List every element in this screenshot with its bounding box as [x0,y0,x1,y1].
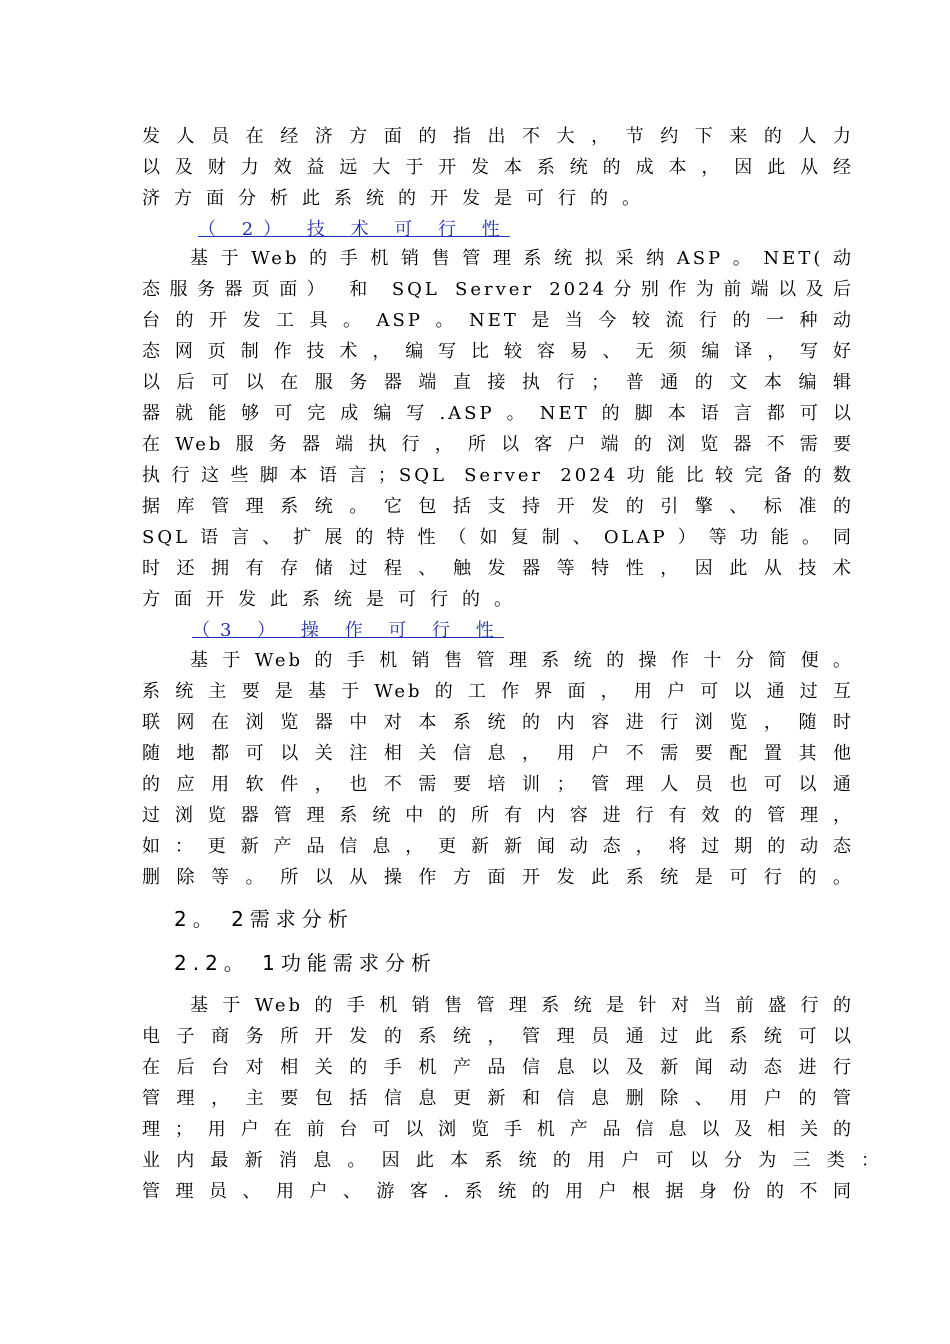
paragraph-line: 的应用软件，也不需要培训；管理人员也可以通 [142,774,854,795]
paragraph-line: 随地都可以关注相关信息，用户不需要配置其他 [142,743,854,764]
paragraph-line: 基于Web的手机销售管理系统的操作十分简便。 [190,650,854,671]
section-heading-2-2: 2。 2需求分析 [174,907,354,931]
paragraph-line: 执行这些脚本语言；SQL Server 2024功能比较完备的数 [142,465,854,486]
paragraph-line: SQL语言、扩展的特性（如复制、OLAP）等功能。同 [142,527,854,548]
paragraph-line: 业内最新消息。因此本系统的用户可以分为三类： [142,1150,882,1171]
paragraph-line: 态服务器页面） 和 SQL Server 2024分别作为前端以及后 [142,279,854,300]
paragraph-line: 时还拥有存储过程、触发器等特性，因此从技术 [142,558,854,579]
paragraph-line: 方面开发此系统是可行的。 [142,589,526,610]
paragraph-line: 台的开发工具。ASP。NET是当今较流行的一种动 [142,310,854,331]
paragraph-line: 以及财力效益远大于开发本系统的成本，因此从经 [142,157,854,178]
paragraph-line: 据库管理系统。它包括支持开发的引擎、标准的 [142,496,854,517]
paragraph-line: 电子商务所开发的系统，管理员通过此系统可以 [142,1026,854,1047]
paragraph-line: 发人员在经济方面的指出不大，节约下来的人力 [142,126,854,147]
paragraph-line: 态网页制作技术，编写比较容易、无须编译，写好 [142,341,854,362]
subheading-operational-feasibility[interactable]: （3 ） 操 作 可 行 性 [192,620,504,641]
paragraph-line: 联网在浏览器中对本系统的内容进行浏览，随时 [142,712,854,733]
paragraph-line: 过浏览器管理系统中的所有内容进行有效的管理， [142,805,854,826]
paragraph-line: 删除等。所以从操作方面开发此系统是可行的。 [142,867,854,888]
paragraph-line: 器就能够可完成编写.ASP。NET的脚本语言都可以 [142,403,854,424]
paragraph-line: 济方面分析此系统的开发是可行的。 [142,188,654,209]
paragraph-line: 管理员、用户、游客.系统的用户根据身份的不同 [142,1181,854,1202]
paragraph-line: 基于Web的手机销售管理系统是针对当前盛行的 [190,995,854,1016]
paragraph-line: 基于Web的手机销售管理系统拟采纳ASP。NET(动 [190,248,854,269]
paragraph-line: 理；用户在前台可以浏览手机产品信息以及相关的 [142,1119,854,1140]
paragraph-line: 以后可以在服务器端直接执行；普通的文本编辑 [142,372,854,393]
paragraph-line: 管理，主要包括信息更新和信息删除、用户的管 [142,1088,854,1109]
subheading-technical-feasibility[interactable]: （ 2） 技 术 可 行 性 [198,219,510,240]
paragraph-line: 在Web服务器端执行，所以客户端的浏览器不需要 [142,434,854,455]
paragraph-line: 在后台对相关的手机产品信息以及新闻动态进行 [142,1057,854,1078]
paragraph-line: 如：更新产品信息，更新新闻动态，将过期的动态 [142,836,854,857]
paragraph-line: 系统主要是基于Web的工作界面，用户可以通过互 [142,681,854,702]
section-heading-2-2-1: 2.2。 1功能需求分析 [174,951,437,975]
